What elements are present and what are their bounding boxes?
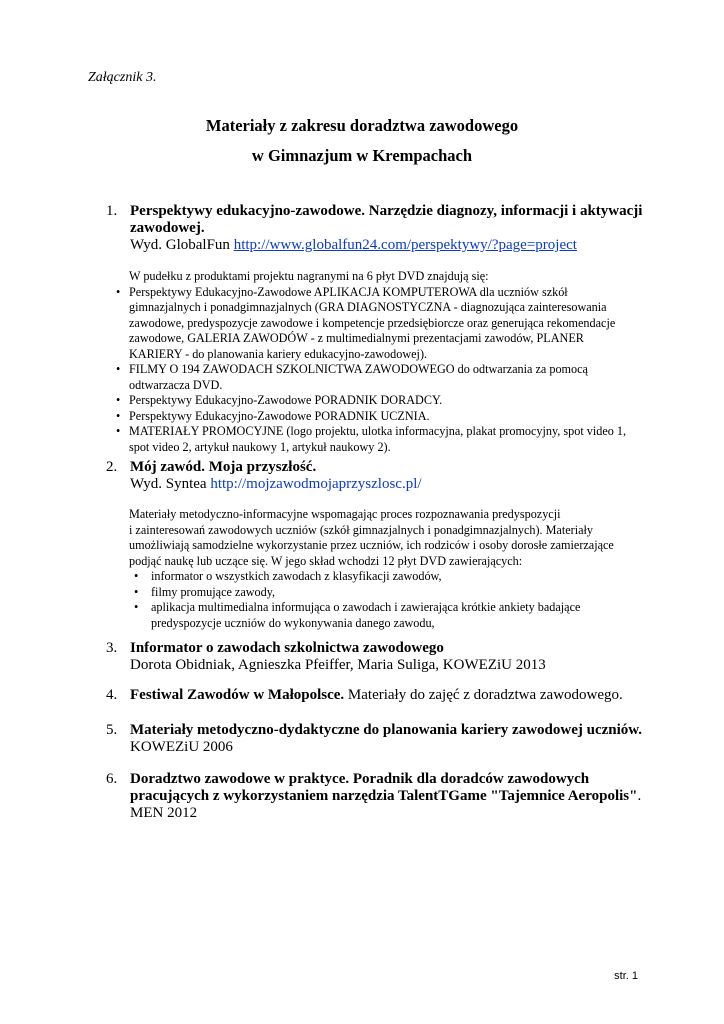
item-number: 4. xyxy=(106,687,118,703)
globalfun-link[interactable]: http://www.globalfun24.com/perspektywy/?page=project xyxy=(233,237,577,253)
list-item: • Perspektywy Edukacyjno-Zawodowe PORADNIK DORADCY. xyxy=(116,393,443,407)
page-number: str. 1 xyxy=(614,970,638,982)
list-item: • Perspektywy Edukacyjno-Zawodowe APLIKACJA KOMPUTEROWA dla uczniów szkół gimnazjalnych i ponadgimnazjalnych (GRA DIAGNOSTYCZNA - diagnozująca zainteresowania zawodowe, predyspozycje zawodowe i kompetencje przedsiębiorcze oraz generująca rekomendacje zawodowe, GALERIA ZAWODÓW - z multimedialnymi prezentacjami zawodów, PLANER KARIERY - do planowania kariery edukacyjno-zawodowej). xyxy=(116,284,616,361)
bullet-icon: • xyxy=(134,569,139,583)
bullet-icon: • xyxy=(116,424,121,438)
item-title: Festiwal Zawodów w Małopolsce. xyxy=(130,687,345,703)
item-number: 5. xyxy=(106,722,118,738)
list-item-2 xyxy=(106,459,646,493)
list-item: • FILMY O 194 ZAWODACH SZKOLNICTWA ZAWODOWEGO do odtwarzania za pomocą odtwarzacza DVD. xyxy=(116,362,588,392)
item-title: Perspektywy edukacyjno-zawodowe. Narzędzie diagnozy, informacji i aktywacji xyxy=(130,203,643,219)
list-item-3 xyxy=(106,640,646,674)
bullet-icon: • xyxy=(116,393,121,407)
list-item: • informator o wszystkich zawodach z klasyfikacji zawodów, xyxy=(134,569,442,583)
list-item-5 xyxy=(106,722,646,756)
item-title: Informator o zawodach szkolnictwa zawodowego xyxy=(130,640,444,656)
item1-intro: W pudełku z produktami projektu nagranymi na 6 płyt DVD znajdują się: xyxy=(129,269,489,283)
item-publisher: MEN 2012 xyxy=(130,805,198,821)
publisher: Wyd. Syntea xyxy=(130,476,207,492)
item-title: Materiały metodyczno-dydaktyczne do planowania kariery zawodowej uczniów. xyxy=(130,722,643,738)
item-publisher: KOWEZiU 2006 xyxy=(130,739,233,755)
bullet-icon: • xyxy=(134,584,139,599)
syntea-link[interactable]: http://mojzawodmojaprzyszlosc.pl/ xyxy=(210,476,422,492)
item-desc: Materiały do zajęć z doradztwa zawodowego. xyxy=(344,687,623,703)
item2-details: Materiały metodyczno-informacyjne wspomagając proces rozpoznawania predyspozycji i zainteresowań zawodowych uczniów (szkół gimnazjalnych i ponadgimnazjalnych). Materiały umożliwiają samodzielne wykorzystanie przez uczniów, ich rodziców i osoby dorosłe zamierzające podjąć naukę lub uczące się. W jego skład wchodzi 12 płyt DVD zawierających: • informator o wszystkich zawodach z klasyfikacji zawodów, • filmy promujące zawody, • aplikacja multimedialna informująca o zawodach i zawierająca krótkie ankiety badające predyspozycje uczniów do wykonywania danego zawodu, xyxy=(129,507,629,631)
item-number: 2. xyxy=(106,459,118,475)
list-item: • filmy promujące zawody, xyxy=(134,584,276,599)
bullet-icon: • xyxy=(116,362,121,376)
item-number: 6. xyxy=(106,771,118,787)
list-item: • aplikacja multimedialna informująca o zawodach i zawierająca krótkie ankiety badające predyspozycje uczniów do wykonywania danego zawodu, xyxy=(134,600,581,630)
item-title-cont: zawodowej. xyxy=(130,220,205,236)
item-number: 1. xyxy=(106,203,118,219)
item-title: Mój zawód. Moja przyszłość. xyxy=(130,459,317,475)
item1-details xyxy=(116,269,629,455)
item-title-line2: pracujących z wykorzystaniem narzędzia TalentTGame "Tajemnice Aeropolis". xyxy=(130,788,642,804)
publisher: Wyd. GlobalFun xyxy=(130,237,230,253)
item-authors: Dorota Obidniak, Agnieszka Pfeiffer, Maria Suliga, KOWEZiU 2013 xyxy=(130,657,546,673)
list-item-6 xyxy=(106,771,646,822)
item-title: Doradztwo zawodowe w praktyce. Poradnik dla doradców zawodowych xyxy=(130,771,590,787)
annex-label: Załącznik 3. xyxy=(88,70,157,85)
item-number: 3. xyxy=(106,640,118,656)
item-publisher-line xyxy=(130,237,646,254)
list-item-4 xyxy=(106,687,646,704)
bullet-icon: • xyxy=(134,600,139,614)
list-item-1 xyxy=(106,203,646,254)
document-subtitle: w Gimnazjum w Krempachach xyxy=(251,146,473,165)
item-publisher-line xyxy=(130,476,646,493)
bullet-icon: • xyxy=(116,284,121,299)
document-title: Materiały z zakresu doradztwa zawodowego xyxy=(205,116,519,135)
bullet-icon: • xyxy=(116,408,121,423)
list-item: • Perspektywy Edukacyjno-Zawodowe PORADNIK UCZNIA. xyxy=(116,408,430,423)
list-item: • MATERIAŁY PROMOCYJNE (logo projektu, ulotka informacyjna, plakat promocyjny, spot video 1, spot video 2, artykuł naukowy 1, artykuł naukowy 2). xyxy=(116,424,627,454)
